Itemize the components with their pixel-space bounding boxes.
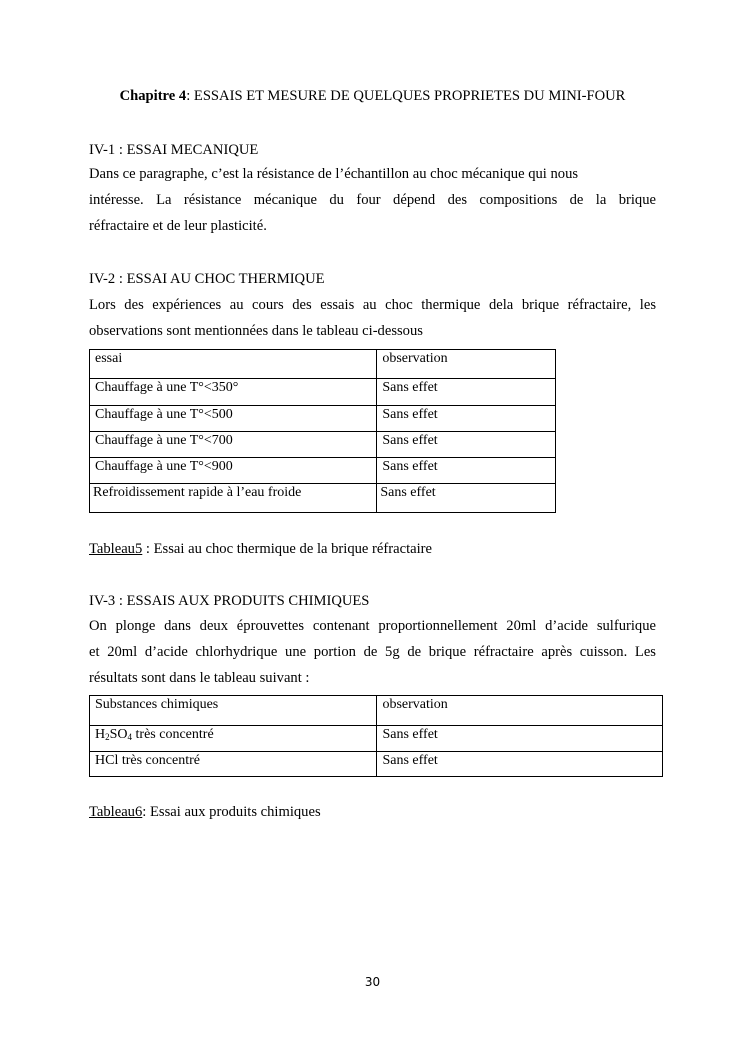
section-2-line-1: Lors des expériences au cours des essais au choc thermique dela brique réfractaire, les <box>89 297 656 313</box>
table-cell: HCl très concentré <box>90 752 377 777</box>
table-cell: Chauffage à une T°<500 <box>90 406 377 432</box>
chapter-label: Chapitre 4 <box>119 88 187 104</box>
table-cell: Chauffage à une T°<700 <box>90 432 377 458</box>
table-cell: Chauffage à une T°<350° <box>90 379 377 406</box>
table-5-caption-text: : Essai au choc thermique de la brique réfractaire <box>142 541 432 557</box>
table-cell: Sans effet <box>377 726 663 752</box>
section-3-paragraph <box>89 613 656 691</box>
table-6-header-row <box>90 696 663 726</box>
table-5 <box>89 349 556 513</box>
section-3-line-3: résultats sont dans le tableau suivant : <box>89 670 310 686</box>
table-cell: Sans effet <box>377 432 556 458</box>
formula-so: SO <box>109 727 128 742</box>
table-6-header-observation: observation <box>377 696 663 726</box>
table-5-caption-label: Tableau5 <box>89 541 143 557</box>
section-3-line-1: On plonge dans deux éprouvettes contenant proportionnellement 20ml d’acide sulfurique <box>89 618 656 634</box>
table-cell: Sans effet <box>377 484 556 513</box>
table-cell: Sans effet <box>377 752 663 777</box>
table-cell: Refroidissement rapide à l’eau froide <box>90 484 377 513</box>
section-2-line-2: observations sont mentionnées dans le tableau ci-dessous <box>89 323 423 339</box>
table-5-header-row <box>90 350 556 379</box>
table-row <box>90 379 556 406</box>
table-row <box>90 458 556 484</box>
table-row <box>90 406 556 432</box>
table-6-caption <box>89 802 321 822</box>
section-1-heading: IV-1 : ESSAI MECANIQUE <box>89 142 259 158</box>
table-6-header-substances: Substances chimiques <box>90 696 377 726</box>
formula-subscript-4: 4 <box>127 732 133 742</box>
section-1-line-3: réfractaire et de leur plasticité. <box>89 218 267 234</box>
page-number: 30 <box>364 975 381 989</box>
table-row <box>90 726 663 752</box>
table-cell: Sans effet <box>377 406 556 432</box>
table-cell: Sans effet <box>377 379 556 406</box>
table-row <box>90 432 556 458</box>
table-6 <box>89 695 663 777</box>
section-2-paragraph <box>89 292 656 344</box>
table-5-caption <box>89 539 432 559</box>
table-row <box>90 752 663 777</box>
section-2-heading: IV-2 : ESSAI AU CHOC THERMIQUE <box>89 271 325 287</box>
formula-h: H <box>95 727 106 742</box>
section-1-line-2: intéresse. La résistance mécanique du four dépend des compositions de la brique <box>89 192 656 208</box>
formula-subscript-2: 2 <box>105 732 110 742</box>
section-1-paragraph <box>89 161 656 239</box>
table-6-caption-text: : Essai aux produits chimiques <box>142 804 321 820</box>
table-5-header-essai: essai <box>90 350 377 379</box>
section-1-line-1: Dans ce paragraphe, c’est la résistance de l’échantillon au choc mécanique qui nous <box>89 166 579 182</box>
table-cell: Sans effet <box>377 458 556 484</box>
table-cell <box>90 726 377 752</box>
section-3-heading: IV-3 : ESSAIS AUX PRODUITS CHIMIQUES <box>89 593 370 609</box>
chapter-title-text: : ESSAIS ET MESURE DE QUELQUES PROPRIETES DU MINI-FOUR <box>186 88 626 104</box>
table-6-caption-label: Tableau6 <box>89 804 143 820</box>
formula-rest: très concentré <box>132 727 214 742</box>
table-row <box>90 484 556 513</box>
section-3-line-2: et 20ml d’acide chlorhydrique une portion de 5g de brique réfractaire après cuisson. Les <box>89 644 656 660</box>
table-cell: Chauffage à une T°<900 <box>90 458 377 484</box>
chapter-title <box>0 88 745 105</box>
table-5-header-observation: observation <box>377 350 556 379</box>
